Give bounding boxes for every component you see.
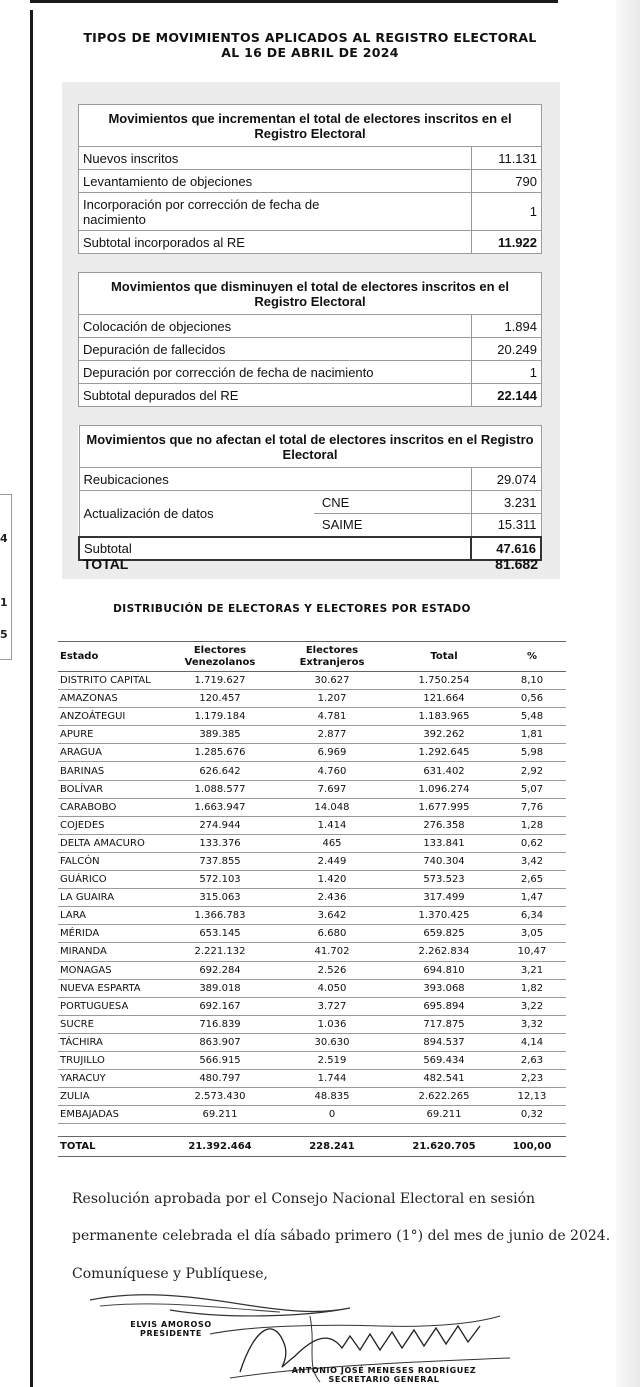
total-value: 276.358 xyxy=(390,816,498,834)
row-value: 3.231 xyxy=(471,491,541,514)
percent-value: 1,47 xyxy=(498,889,566,907)
venezolanos-value: 120.457 xyxy=(166,690,274,708)
grand-total-row xyxy=(78,553,542,575)
col-header-venezolanos: Electores Venezolanos xyxy=(166,642,274,672)
row-label: Incorporación por corrección de fecha de nacimiento xyxy=(79,193,472,231)
subtotal-label: Subtotal incorporados al RE xyxy=(79,231,472,254)
percent-value: 6,34 xyxy=(498,907,566,925)
extranjeros-value: 7.697 xyxy=(274,780,390,798)
resolution-line-3: Comuníquese y Publíquese, xyxy=(72,1266,269,1282)
percent-value: 100,00 xyxy=(498,1137,566,1157)
venezolanos-value: 572.103 xyxy=(166,871,274,889)
state-name: AMAZONAS xyxy=(58,690,166,708)
president-title: PRESIDENTE xyxy=(140,1329,202,1338)
sub-label: CNE xyxy=(314,491,471,514)
percent-value: 1,28 xyxy=(498,816,566,834)
state-name: TOTAL xyxy=(58,1137,166,1157)
table-row xyxy=(58,943,566,961)
state-name: FALCÓN xyxy=(58,852,166,870)
total-value: 659.825 xyxy=(390,925,498,943)
total-value: 2.622.265 xyxy=(390,1088,498,1106)
extranjeros-value: 1.420 xyxy=(274,871,390,889)
total-value: 121.664 xyxy=(390,690,498,708)
percent-value: 10,47 xyxy=(498,943,566,961)
state-name: LA GUAIRA xyxy=(58,889,166,907)
total-value: 1.096.274 xyxy=(390,780,498,798)
extranjeros-value: 2.436 xyxy=(274,889,390,907)
fragment-digit: 5 xyxy=(0,628,8,641)
subtotal-label: Subtotal depurados del RE xyxy=(79,384,472,407)
venezolanos-value: 653.145 xyxy=(166,925,274,943)
venezolanos-value: 274.944 xyxy=(166,816,274,834)
fragment-digit: 1 xyxy=(0,596,8,609)
venezolanos-value: 1.285.676 xyxy=(166,744,274,762)
venezolanos-value: 566.915 xyxy=(166,1051,274,1069)
president-name: ELVIS AMOROSO xyxy=(130,1320,212,1329)
extranjeros-value: 1.744 xyxy=(274,1070,390,1088)
state-name: TÁCHIRA xyxy=(58,1033,166,1051)
percent-value: 3,42 xyxy=(498,852,566,870)
row-label: Depuración de fallecidos xyxy=(79,338,472,361)
extranjeros-value: 0 xyxy=(274,1106,390,1124)
table-row xyxy=(58,1088,566,1106)
extranjeros-value: 2.526 xyxy=(274,961,390,979)
table-row xyxy=(79,338,542,361)
state-name: BARINAS xyxy=(58,762,166,780)
secretary-signature-caption xyxy=(266,1366,502,1384)
state-name: MIRANDA xyxy=(58,943,166,961)
extranjeros-value: 3.727 xyxy=(274,997,390,1015)
table-row xyxy=(58,762,566,780)
page-edge-shadow xyxy=(616,0,640,1387)
table-row xyxy=(58,979,566,997)
state-name: DISTRITO CAPITAL xyxy=(58,672,166,690)
table-row xyxy=(58,1106,566,1124)
table-row xyxy=(79,315,542,338)
table-row xyxy=(58,907,566,925)
total-value: 1.292.645 xyxy=(390,744,498,762)
extranjeros-value: 465 xyxy=(274,834,390,852)
total-value: 1.750.254 xyxy=(390,672,498,690)
increment-table xyxy=(78,104,542,254)
distribution-title: DISTRIBUCIÓN DE ELECTORAS Y ELECTORES POR ESTADO xyxy=(113,603,471,615)
row-label: Reubicaciones xyxy=(79,468,471,491)
distribution-table xyxy=(58,641,566,1157)
venezolanos-value: 692.167 xyxy=(166,997,274,1015)
total-value: 631.402 xyxy=(390,762,498,780)
document-title xyxy=(40,30,580,60)
total-value: 740.304 xyxy=(390,852,498,870)
table-row xyxy=(79,468,541,491)
extranjeros-value: 2.519 xyxy=(274,1051,390,1069)
state-name: COJEDES xyxy=(58,816,166,834)
subtotal-value: 22.144 xyxy=(472,384,542,407)
state-name: MONAGAS xyxy=(58,961,166,979)
venezolanos-value: 1.179.184 xyxy=(166,708,274,726)
state-name: LARA xyxy=(58,907,166,925)
secretary-title: SECRETARIO GENERAL xyxy=(328,1375,440,1384)
state-name: ANZOÁTEGUI xyxy=(58,708,166,726)
table-row xyxy=(58,1051,566,1069)
venezolanos-value: 389.018 xyxy=(166,979,274,997)
left-border-line xyxy=(30,10,33,1387)
extranjeros-value: 30.627 xyxy=(274,672,390,690)
col-header-extranjeros: Electores Extranjeros xyxy=(274,642,390,672)
decrement-header: Movimientos que disminuyen el total de electores inscritos en el Registro Electoral xyxy=(79,273,542,315)
total-value: 2.262.834 xyxy=(390,943,498,961)
table-row xyxy=(79,361,542,384)
venezolanos-value: 315.063 xyxy=(166,889,274,907)
percent-value: 2,65 xyxy=(498,871,566,889)
table-row xyxy=(58,852,566,870)
percent-value: 0,32 xyxy=(498,1106,566,1124)
state-name: GUÁRICO xyxy=(58,871,166,889)
row-label: Actualización de datos xyxy=(79,491,314,537)
document-title-line-1: TIPOS DE MOVIMIENTOS APLICADOS AL REGISTRO ELECTORAL xyxy=(83,30,537,45)
percent-value: 4,14 xyxy=(498,1033,566,1051)
neutral-header: Movimientos que no afectan el total de electores inscritos en el Registro Electoral xyxy=(79,426,541,468)
table-row xyxy=(58,871,566,889)
row-label: Levantamiento de objeciones xyxy=(79,170,472,193)
extranjeros-value: 1.036 xyxy=(274,1015,390,1033)
percent-value: 8,10 xyxy=(498,672,566,690)
table-row xyxy=(58,798,566,816)
total-value: 573.523 xyxy=(390,871,498,889)
state-name: APURE xyxy=(58,726,166,744)
venezolanos-value: 692.284 xyxy=(166,961,274,979)
table-row xyxy=(58,744,566,762)
extranjeros-value: 14.048 xyxy=(274,798,390,816)
document-title-line-2: AL 16 DE ABRIL DE 2024 xyxy=(221,45,399,60)
row-value: 20.249 xyxy=(472,338,542,361)
percent-value: 0,56 xyxy=(498,690,566,708)
subtotal-value: 47.616 xyxy=(471,537,541,560)
extranjeros-value: 4.760 xyxy=(274,762,390,780)
total-value: 1.677.995 xyxy=(390,798,498,816)
state-name: DELTA AMACURO xyxy=(58,834,166,852)
state-name: SUCRE xyxy=(58,1015,166,1033)
subtotal-label: Subtotal xyxy=(79,537,471,560)
total-value: 694.810 xyxy=(390,961,498,979)
total-value: 1.370.425 xyxy=(390,907,498,925)
total-value: 482.541 xyxy=(390,1070,498,1088)
table-row xyxy=(79,491,541,514)
total-value: 1.183.965 xyxy=(390,708,498,726)
table-row-subtotal xyxy=(79,231,542,254)
venezolanos-value: 480.797 xyxy=(166,1070,274,1088)
venezolanos-value: 716.839 xyxy=(166,1015,274,1033)
percent-value: 7,76 xyxy=(498,798,566,816)
state-name: PORTUGUESA xyxy=(58,997,166,1015)
percent-value: 3,21 xyxy=(498,961,566,979)
state-name: ZULIA xyxy=(58,1088,166,1106)
venezolanos-value: 1.663.947 xyxy=(166,798,274,816)
venezolanos-value: 1.088.577 xyxy=(166,780,274,798)
distribution-header-row xyxy=(58,642,566,672)
extranjeros-value: 30.630 xyxy=(274,1033,390,1051)
state-name: EMBAJADAS xyxy=(58,1106,166,1124)
percent-value: 12,13 xyxy=(498,1088,566,1106)
percent-value: 1,81 xyxy=(498,726,566,744)
col-header-percent: % xyxy=(498,642,566,672)
extranjeros-value: 1.207 xyxy=(274,690,390,708)
fragment-digit: 4 xyxy=(0,532,8,545)
extranjeros-value: 2.877 xyxy=(274,726,390,744)
percent-value: 0,62 xyxy=(498,834,566,852)
row-label: Nuevos inscritos xyxy=(79,147,472,170)
resolution-line-2: permanente celebrada el día sábado primero (1°) del mes de junio de 2024. xyxy=(72,1228,611,1244)
total-value: 894.537 xyxy=(390,1033,498,1051)
row-value: 11.131 xyxy=(472,147,542,170)
decrement-table xyxy=(78,272,542,407)
percent-value: 3,32 xyxy=(498,1015,566,1033)
percent-value: 2,63 xyxy=(498,1051,566,1069)
row-value: 790 xyxy=(472,170,542,193)
percent-value: 5,98 xyxy=(498,744,566,762)
state-name: TRUJILLO xyxy=(58,1051,166,1069)
distribution-total-row xyxy=(58,1137,566,1157)
row-value: 1 xyxy=(472,193,542,231)
extranjeros-value: 4.050 xyxy=(274,979,390,997)
state-name: BOLÍVAR xyxy=(58,780,166,798)
table-row xyxy=(58,1033,566,1051)
table-row xyxy=(58,1015,566,1033)
extranjeros-value: 6.969 xyxy=(274,744,390,762)
state-name: MÉRIDA xyxy=(58,925,166,943)
table-row xyxy=(58,690,566,708)
venezolanos-value: 1.719.627 xyxy=(166,672,274,690)
row-value: 1.894 xyxy=(472,315,542,338)
table-row xyxy=(79,170,542,193)
percent-value: 1,82 xyxy=(498,979,566,997)
resolution-line-1: Resolución aprobada por el Consejo Nacional Electoral en sesión xyxy=(72,1191,536,1207)
grand-total-label: TOTAL xyxy=(83,556,129,572)
venezolanos-value: 2.573.430 xyxy=(166,1088,274,1106)
table-row xyxy=(58,961,566,979)
table-row xyxy=(58,672,566,690)
table-row xyxy=(79,147,542,170)
percent-value: 5,48 xyxy=(498,708,566,726)
total-value: 569.434 xyxy=(390,1051,498,1069)
percent-value: 2,23 xyxy=(498,1070,566,1088)
subtotal-value: 11.922 xyxy=(472,231,542,254)
table-row xyxy=(58,708,566,726)
grand-total-value: 81.682 xyxy=(495,556,538,572)
table-row xyxy=(58,816,566,834)
state-name: ARAGUA xyxy=(58,744,166,762)
venezolanos-value: 133.376 xyxy=(166,834,274,852)
table-row xyxy=(58,889,566,907)
table-row xyxy=(79,193,542,231)
extranjeros-value: 228.241 xyxy=(274,1137,390,1157)
table-spacer-row xyxy=(58,1124,566,1137)
venezolanos-value: 2.221.132 xyxy=(166,943,274,961)
extranjeros-value: 1.414 xyxy=(274,816,390,834)
total-value: 393.068 xyxy=(390,979,498,997)
extranjeros-value: 2.449 xyxy=(274,852,390,870)
neutral-table xyxy=(78,425,542,561)
sub-label: SAIME xyxy=(314,514,471,537)
venezolanos-value: 21.392.464 xyxy=(166,1137,274,1157)
extranjeros-value: 4.781 xyxy=(274,708,390,726)
state-name: NUEVA ESPARTA xyxy=(58,979,166,997)
venezolanos-value: 1.366.783 xyxy=(166,907,274,925)
extranjeros-value: 48.835 xyxy=(274,1088,390,1106)
state-name: CARABOBO xyxy=(58,798,166,816)
table-row xyxy=(58,726,566,744)
percent-value: 5,07 xyxy=(498,780,566,798)
extranjeros-value: 41.702 xyxy=(274,943,390,961)
table-row xyxy=(58,925,566,943)
increment-header: Movimientos que incrementan el total de electores inscritos en el Registro Electoral xyxy=(79,105,542,147)
venezolanos-value: 737.855 xyxy=(166,852,274,870)
venezolanos-value: 863.907 xyxy=(166,1033,274,1051)
row-value: 29.074 xyxy=(471,468,541,491)
row-label: Colocación de objeciones xyxy=(79,315,472,338)
row-value: 15.311 xyxy=(471,514,541,537)
percent-value: 2,92 xyxy=(498,762,566,780)
total-value: 717.875 xyxy=(390,1015,498,1033)
extranjeros-value: 3.642 xyxy=(274,907,390,925)
total-value: 392.262 xyxy=(390,726,498,744)
percent-value: 3,22 xyxy=(498,997,566,1015)
total-value: 317.499 xyxy=(390,889,498,907)
table-row xyxy=(58,1070,566,1088)
row-label: Depuración por corrección de fecha de nacimiento xyxy=(79,361,472,384)
table-row xyxy=(58,834,566,852)
venezolanos-value: 626.642 xyxy=(166,762,274,780)
top-border-line xyxy=(30,0,558,3)
col-header-total: Total xyxy=(390,642,498,672)
state-name: YARACUY xyxy=(58,1070,166,1088)
president-signature-caption xyxy=(106,1320,236,1338)
table-row xyxy=(58,997,566,1015)
signature-block xyxy=(80,1286,520,1387)
col-header-estado: Estado xyxy=(58,642,166,672)
table-row-subtotal xyxy=(79,384,542,407)
percent-value: 3,05 xyxy=(498,925,566,943)
total-value: 69.211 xyxy=(390,1106,498,1124)
distribution-body xyxy=(58,672,566,1157)
table-row xyxy=(58,780,566,798)
row-value: 1 xyxy=(472,361,542,384)
total-value: 21.620.705 xyxy=(390,1137,498,1157)
venezolanos-value: 69.211 xyxy=(166,1106,274,1124)
secretary-name: ANTONIO JOSÉ MENESES RODRÍGUEZ xyxy=(291,1366,477,1375)
extranjeros-value: 6.680 xyxy=(274,925,390,943)
venezolanos-value: 389.385 xyxy=(166,726,274,744)
total-value: 133.841 xyxy=(390,834,498,852)
total-value: 695.894 xyxy=(390,997,498,1015)
